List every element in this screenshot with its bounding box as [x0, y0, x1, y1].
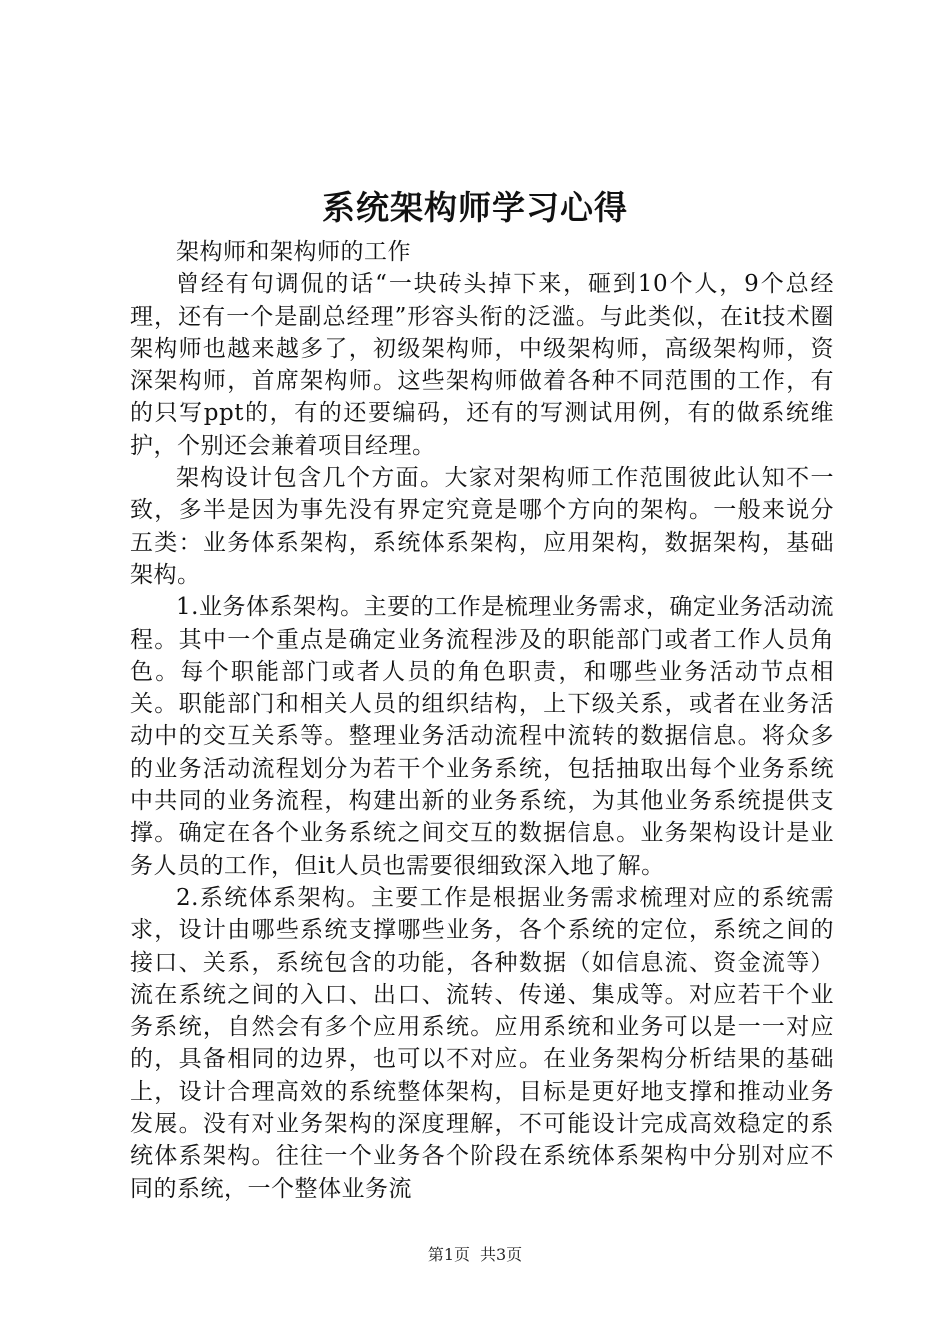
- document-body: [130, 236, 834, 1205]
- paragraph-architecture-types: 架构设计包含几个方面。大家对架构师工作范围彼此认知不一致，多半是因为事先没有界定究竟是哪个方向的架构。一般来说分五类：业务体系架构，系统体系架构，应用架构，数据架构，基础架构。: [130, 465, 834, 588]
- page-footer: [0, 1244, 950, 1266]
- page-total: 共3页: [480, 1245, 523, 1264]
- paragraph-system-architecture: 2.系统体系架构。主要工作是根据业务需求梳理对应的系统需求，设计由哪些系统支撑哪些业务，各个系统的定位，系统之间的接口、关系，系统包含的功能，各种数据（如信息流、资金流等）流在系统之间的入口、出口、流转、传递、集成等。对应若干个业务系统，自然会有多个应用系统。应用系统和业务可以是一一对应的，具备相同的边界，也可以不对应。在业务架构分析结果的基础上，设计合理高效的系统整体架构，目标是更好地支撑和推动业务发展。没有对业务架构的深度理解，不可能设计完成高效稳定的系统体系架构。往往一个业务各个阶段在系统体系架构中分别对应不同的系统，一个整体业务流: [130, 884, 834, 1202]
- paragraph-business-architecture: 1.业务体系架构。主要的工作是梳理业务需求，确定业务活动流程。其中一个重点是确定业务流程涉及的职能部门或者工作人员角色。每个职能部门或者人员的角色职责，和哪些业务活动节点相关。职能部门和相关人员的组织结构，上下级关系，或者在业务活动中的交互关系等。整理业务活动流程中流转的数据信息。将众多的业务活动流程划分为若干个业务系统，包括抽取出每个业务系统中共同的业务流程，构建出新的业务系统，为其他业务系统提供支撑。确定在各个业务系统之间交互的数据信息。业务架构设计是业务人员的工作，但it人员也需要很细致深入地了解。: [130, 594, 834, 879]
- document-title: 系统架构师学习心得: [322, 188, 628, 227]
- page-number: 第1页: [427, 1245, 470, 1264]
- paragraph-section-heading: 架构师和架构师的工作: [176, 239, 411, 265]
- paragraph-intro: 曾经有句调侃的话“一块砖头掉下来，砸到10个人，9个总经理，还有一个是副总经理”形容头衔的泛滥。与此类似，在it技术圈架构师也越来越多了，初级架构师，中级架构师，高级架构师，资深架构师，首席架构师。这些架构师做着各种不同范围的工作，有的只写ppt的，有的还要编码，还有的写测试用例，有的做系统维护，个别还会兼着项目经理。: [130, 271, 834, 459]
